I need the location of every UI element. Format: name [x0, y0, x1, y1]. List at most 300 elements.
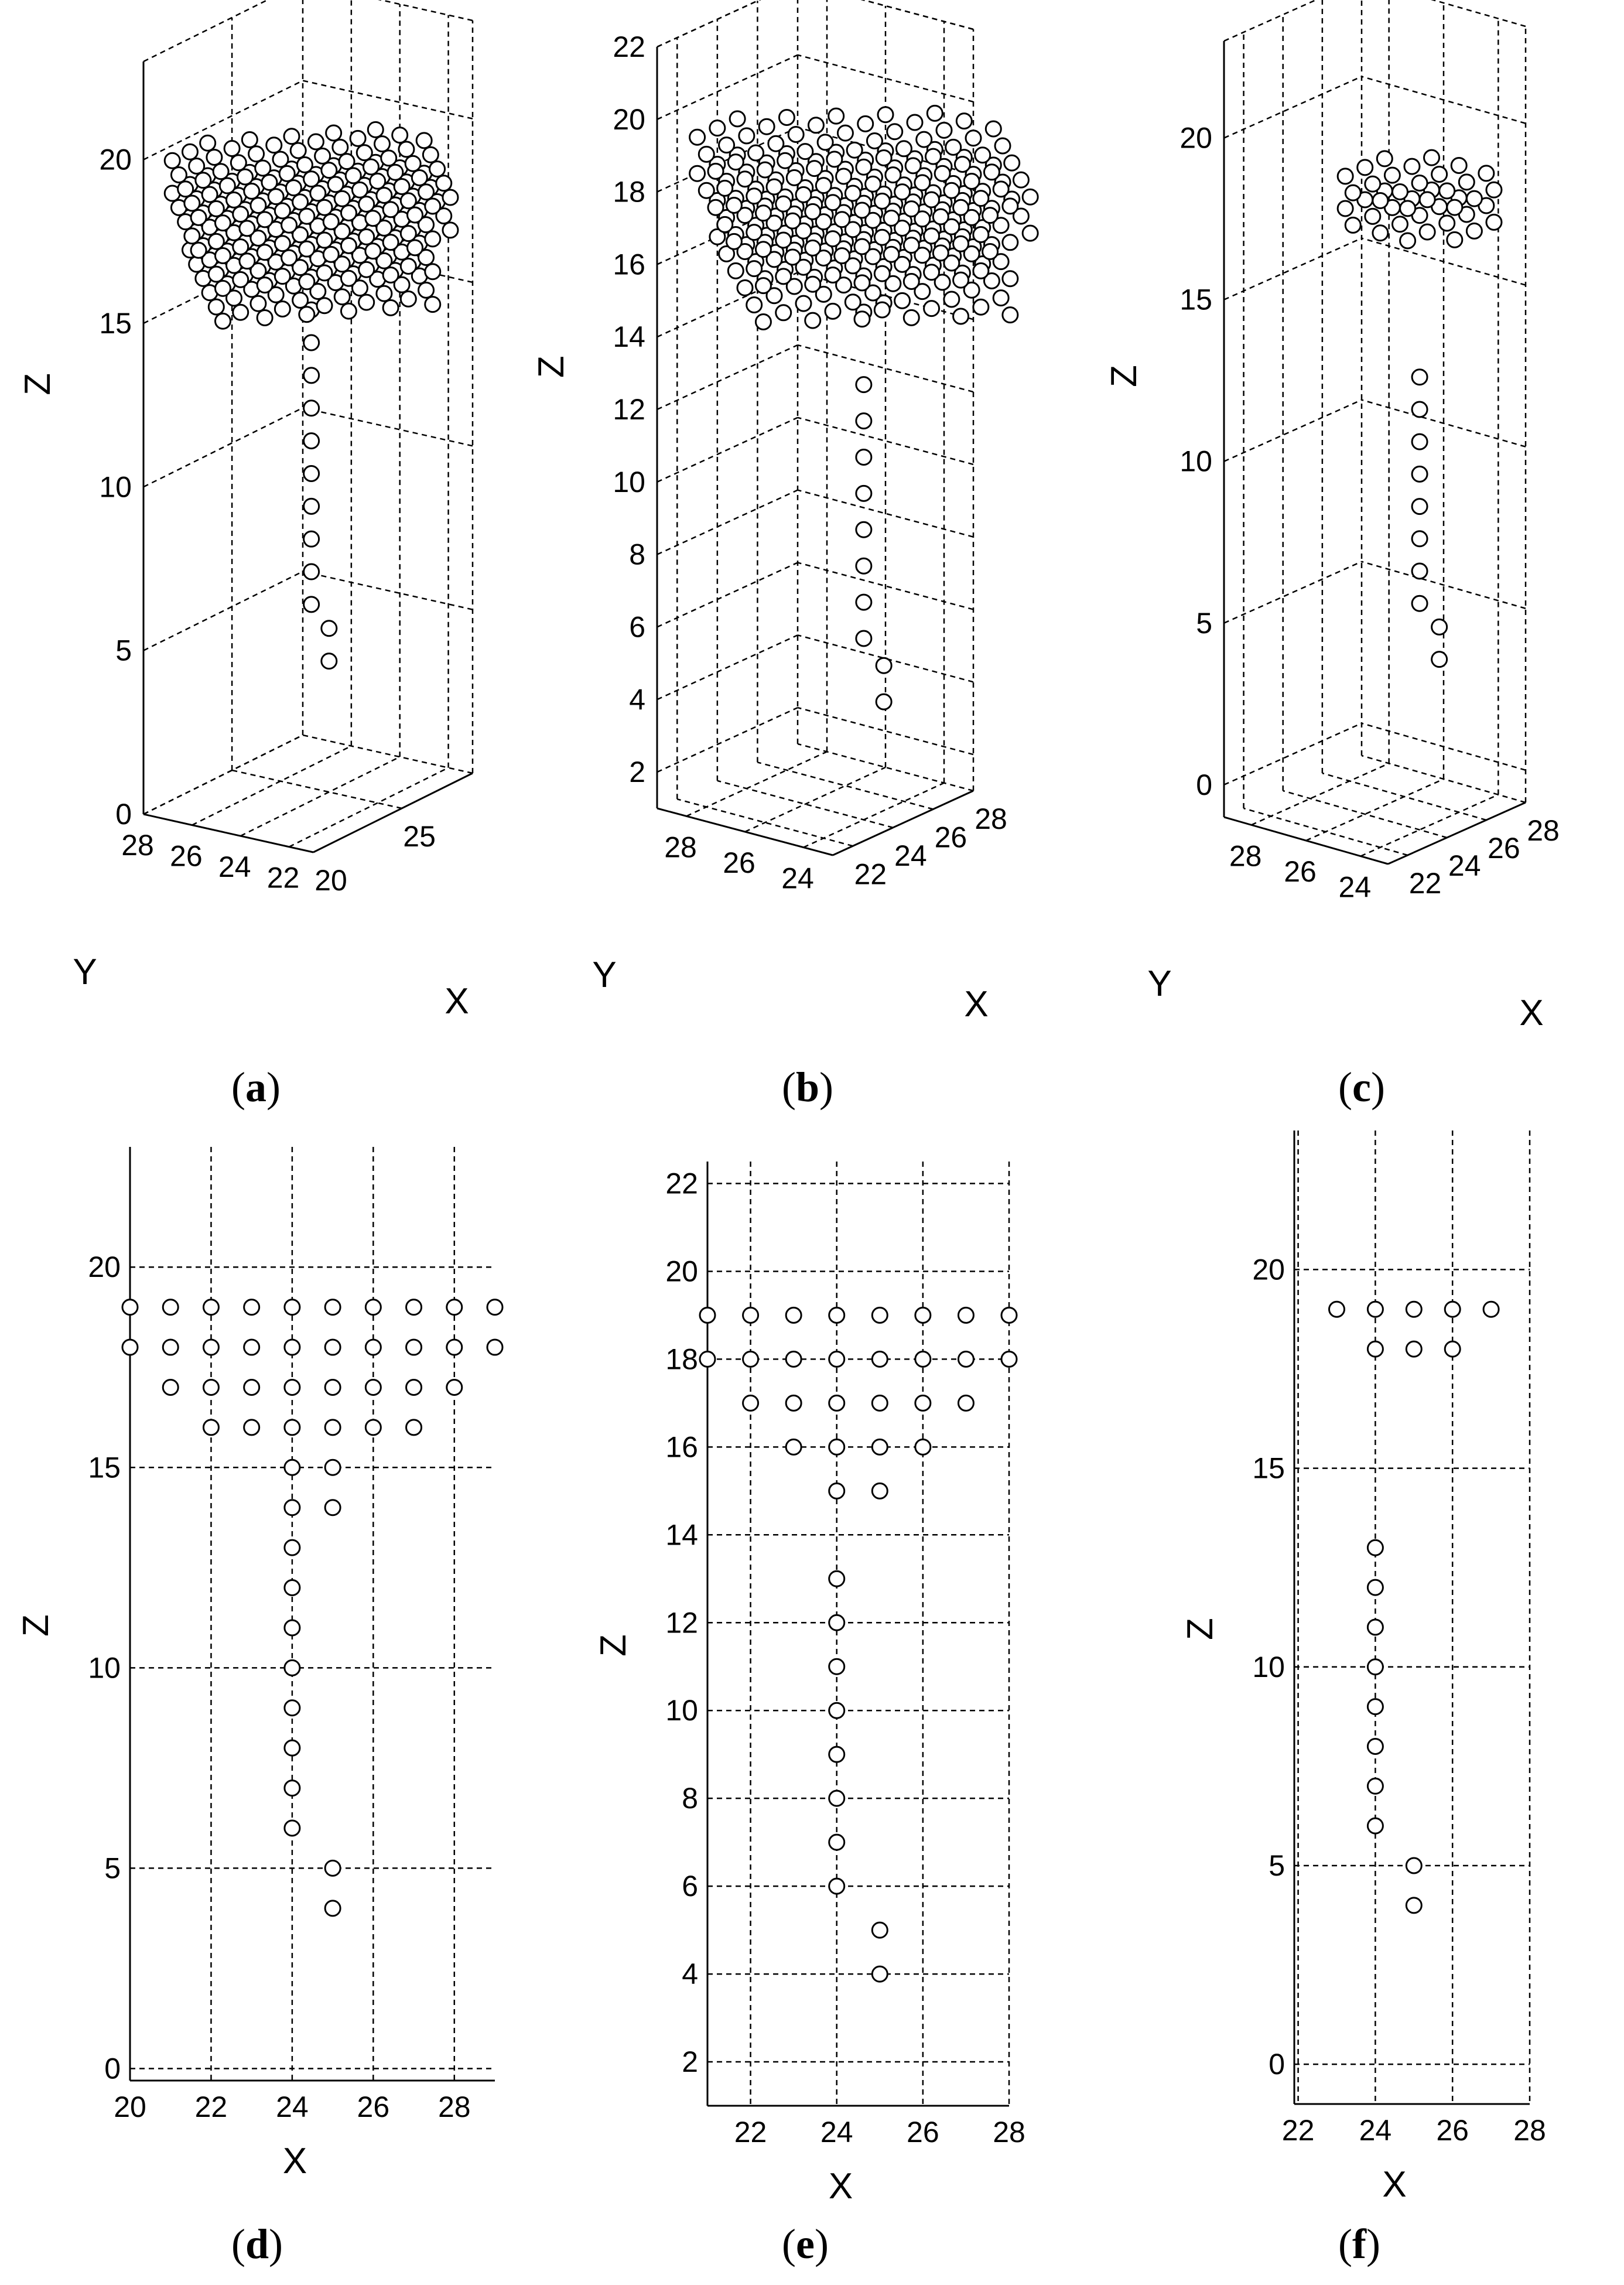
data-point: [1406, 1341, 1421, 1357]
z-tick-label: 20: [613, 103, 645, 136]
data-point: [425, 264, 440, 279]
data-point: [953, 200, 969, 215]
data-point: [244, 1300, 259, 1315]
data-point: [365, 1340, 381, 1355]
side-wall-gridline: [303, 81, 473, 119]
z-tick-label: 10: [1252, 1650, 1285, 1683]
data-point: [755, 315, 771, 330]
data-point: [776, 196, 791, 211]
x-tick-label: 28: [1527, 814, 1560, 847]
data-point: [240, 221, 255, 236]
data-point: [866, 176, 881, 192]
z-tick-label: 5: [1196, 606, 1212, 640]
data-point: [163, 1340, 178, 1355]
data-point: [285, 1300, 300, 1315]
back-wall-gridline: [1224, 77, 1362, 138]
caption-b: (b): [782, 1064, 834, 1111]
data-point: [368, 122, 383, 137]
data-point: [1001, 1307, 1017, 1323]
z-tick-label: 10: [99, 470, 132, 504]
data-point: [203, 1340, 218, 1355]
data-point: [310, 186, 326, 201]
data-point: [285, 1620, 300, 1635]
data-point: [425, 199, 440, 214]
data-point: [1459, 175, 1474, 190]
data-point: [285, 1460, 300, 1475]
panel-e-svg: [545, 1113, 1089, 2214]
data-point: [299, 209, 314, 224]
data-point: [856, 159, 871, 175]
data-point: [915, 1351, 931, 1367]
data-point: [726, 234, 741, 249]
data-point: [299, 241, 314, 257]
z-tick-label: 5: [1269, 1849, 1285, 1882]
data-point: [825, 231, 840, 247]
data-point: [924, 192, 939, 207]
data-point: [835, 248, 850, 264]
data-point: [710, 121, 725, 136]
data-point: [242, 132, 257, 147]
data-point: [383, 202, 398, 217]
data-point: [924, 301, 939, 316]
data-point: [419, 185, 434, 200]
data-point: [847, 142, 862, 158]
data-point: [807, 161, 822, 176]
data-point: [825, 195, 840, 210]
data-point: [856, 449, 871, 464]
data-point: [346, 168, 361, 183]
z-tick-label: 2: [682, 2045, 698, 2079]
z-tick-label: 4: [682, 1958, 698, 1991]
data-point: [244, 1379, 259, 1395]
data-point: [858, 116, 873, 131]
back-wall-gridline: [657, 272, 798, 337]
data-point: [1406, 1302, 1421, 1317]
data-point: [370, 173, 385, 189]
data-point: [299, 274, 314, 289]
x-tick-label: 26: [1488, 832, 1520, 865]
data-point: [1392, 217, 1407, 232]
data-point: [829, 1571, 845, 1586]
data-point: [334, 289, 350, 305]
data-point: [282, 217, 297, 233]
data-point: [443, 190, 458, 205]
data-point: [973, 227, 989, 242]
data-point: [854, 203, 870, 218]
data-point: [768, 136, 784, 151]
data-point: [983, 208, 998, 223]
z-tick-label: 22: [613, 30, 645, 63]
data-point: [755, 278, 771, 293]
data-point: [425, 231, 440, 247]
data-point: [430, 161, 445, 176]
data-point: [829, 1703, 845, 1718]
data-point: [1367, 1699, 1383, 1714]
data-point: [1367, 1659, 1383, 1675]
data-point: [856, 522, 871, 537]
data-point: [406, 1300, 422, 1315]
panel-e: [545, 1113, 1089, 2214]
data-point: [163, 1379, 178, 1395]
y-tick-label: 22: [266, 861, 300, 894]
data-point: [365, 1300, 381, 1315]
data-point: [304, 498, 319, 514]
data-point: [315, 148, 330, 163]
data-point: [357, 145, 372, 160]
x-tick-label: 26: [1436, 2114, 1469, 2147]
data-point: [958, 1307, 973, 1323]
back-wall-gridline: [657, 345, 798, 409]
data-point: [304, 335, 319, 350]
data-point: [275, 302, 290, 317]
z-tick-label: 4: [629, 683, 645, 716]
back-wall-gridline: [657, 55, 798, 119]
data-point: [304, 466, 319, 481]
z-tick-label: 5: [104, 1852, 121, 1885]
data-point: [208, 299, 224, 315]
data-point: [1432, 652, 1447, 667]
x-axis-label: X: [1382, 2164, 1407, 2205]
x-tick-label: 24: [894, 839, 927, 872]
data-point: [328, 177, 343, 192]
y-tick-label: 28: [1229, 839, 1262, 873]
data-point: [728, 155, 743, 170]
x-tick-label: 24: [1448, 849, 1481, 882]
data-point: [233, 239, 248, 254]
data-point: [1003, 271, 1018, 286]
data-point: [293, 194, 308, 210]
data-point: [874, 302, 890, 317]
z-tick-label: 0: [1269, 2048, 1285, 2081]
data-point: [257, 212, 272, 227]
data-point: [1367, 1818, 1383, 1833]
data-point: [1004, 155, 1020, 170]
data-point: [299, 307, 314, 322]
data-point: [767, 179, 782, 194]
data-point: [339, 154, 354, 169]
data-point: [896, 141, 911, 156]
data-point: [333, 139, 348, 155]
data-point: [953, 236, 969, 251]
back-wall-gridline: [1224, 238, 1362, 300]
data-point: [785, 213, 800, 228]
data-point: [203, 1300, 218, 1315]
back-wall-gridline: [657, 562, 798, 627]
data-point: [323, 247, 339, 262]
x-tick-label: 28: [1513, 2114, 1546, 2147]
data-point: [748, 145, 764, 160]
data-point: [352, 182, 367, 197]
data-point: [983, 244, 998, 259]
data-point: [1345, 217, 1360, 233]
box-edge: [143, 0, 303, 62]
data-point: [388, 165, 403, 180]
data-point: [872, 1307, 887, 1323]
z-tick-label: 10: [1179, 445, 1212, 478]
data-point: [805, 240, 820, 255]
box-edge: [1362, 0, 1526, 26]
z-tick-label: 14: [613, 320, 645, 354]
data-point: [266, 138, 282, 153]
box-edge: [303, 0, 473, 21]
data-point: [964, 174, 979, 189]
data-point: [325, 1901, 340, 1916]
data-point: [323, 214, 339, 229]
data-point: [1377, 151, 1392, 166]
data-point: [325, 1460, 340, 1475]
y-tick-label: 28: [664, 831, 697, 864]
x-axis: [313, 773, 473, 852]
data-point: [856, 377, 871, 392]
data-point: [1329, 1302, 1344, 1317]
data-point: [244, 1420, 259, 1435]
panel-b: [531, 0, 1089, 1054]
data-point: [1023, 189, 1038, 204]
data-point: [447, 1340, 462, 1355]
data-point: [285, 1379, 300, 1395]
data-point: [917, 132, 932, 147]
data-point: [325, 1340, 340, 1355]
x-tick-label: 28: [437, 2091, 471, 2123]
data-point: [743, 1351, 758, 1367]
y-tick-label: 26: [170, 839, 203, 873]
data-point: [876, 151, 891, 166]
data-point: [845, 295, 860, 310]
data-point: [285, 1700, 300, 1716]
x-tick-label: 24: [820, 2116, 853, 2149]
data-point: [208, 267, 224, 282]
data-point: [1479, 166, 1494, 181]
data-point: [924, 265, 939, 280]
z-tick-label: 18: [665, 1343, 698, 1376]
data-point: [257, 245, 272, 260]
data-point: [244, 183, 259, 199]
data-point: [878, 107, 893, 122]
data-point: [408, 240, 423, 255]
data-point: [285, 1740, 300, 1755]
data-point: [944, 183, 959, 198]
y-axis-label: Y: [73, 952, 97, 992]
side-wall-gridline: [303, 735, 473, 773]
data-point: [1373, 226, 1388, 241]
data-point: [401, 259, 416, 274]
data-point: [953, 309, 969, 324]
z-tick-label: 20: [665, 1255, 698, 1288]
data-point: [726, 197, 741, 213]
z-tick-label: 10: [88, 1651, 121, 1685]
data-point: [755, 206, 771, 221]
x-tick-label: 24: [1359, 2114, 1392, 2147]
floor-gridline: [241, 757, 400, 836]
data-point: [341, 238, 356, 253]
data-point: [275, 236, 290, 251]
data-point: [363, 159, 378, 175]
data-point: [984, 165, 999, 180]
data-point: [487, 1300, 502, 1315]
data-point: [401, 193, 416, 209]
y-tick-label: 28: [121, 829, 154, 862]
data-point: [1412, 434, 1427, 449]
data-point: [829, 1307, 845, 1323]
data-point: [854, 239, 870, 254]
data-point: [249, 146, 264, 162]
x-tick-label: 26: [934, 821, 967, 854]
data-point: [872, 1922, 887, 1938]
data-point: [406, 1379, 422, 1395]
data-point: [1451, 158, 1466, 173]
x-tick-label: 22: [734, 2116, 767, 2149]
data-point: [1023, 226, 1038, 241]
data-point: [365, 1420, 381, 1435]
data-point: [202, 187, 217, 202]
data-point: [895, 293, 910, 308]
data-point: [1367, 1302, 1383, 1317]
panel-c-svg: [1095, 0, 1624, 1054]
data-point: [944, 292, 959, 307]
data-point: [827, 152, 842, 167]
z-tick-label: 20: [1252, 1253, 1285, 1286]
data-point: [171, 167, 186, 182]
data-point: [251, 198, 266, 213]
panel-d: [0, 1113, 539, 2214]
data-point: [238, 169, 253, 185]
data-point: [381, 151, 396, 166]
data-point: [383, 268, 398, 283]
data-point: [1412, 466, 1427, 481]
data-point: [394, 179, 409, 194]
back-wall-gridline: [657, 708, 798, 772]
z-tick-label: 22: [665, 1167, 698, 1200]
data-point: [268, 189, 283, 204]
data-point: [401, 291, 416, 306]
floor-gridline: [232, 770, 402, 808]
data-point: [392, 128, 408, 143]
data-point: [885, 168, 901, 183]
data-point: [953, 272, 969, 288]
z-axis-label: Z: [1180, 1618, 1220, 1640]
data-point: [122, 1340, 138, 1355]
data-point: [282, 250, 297, 265]
z-tick-label: 10: [613, 465, 645, 498]
back-wall-gridline: [657, 490, 798, 555]
data-point: [365, 1379, 381, 1395]
data-point: [993, 182, 1008, 197]
data-point: [690, 129, 705, 145]
data-point: [829, 1351, 845, 1367]
data-point: [759, 119, 774, 134]
data-point: [717, 180, 733, 196]
data-point: [304, 564, 319, 579]
data-point: [915, 1439, 931, 1454]
data-point: [856, 595, 871, 610]
data-point: [285, 1580, 300, 1596]
data-point: [419, 282, 434, 298]
z-tick-label: 0: [104, 2052, 121, 2085]
data-point: [872, 1395, 887, 1410]
data-point: [785, 250, 800, 265]
data-point: [829, 1615, 845, 1630]
side-wall-gridline: [303, 572, 473, 610]
data-point: [297, 157, 312, 172]
x-tick-label: 22: [1408, 867, 1442, 900]
x-tick-label: 20: [114, 2091, 146, 2123]
data-point: [304, 597, 319, 612]
z-tick-label: 20: [1179, 121, 1212, 155]
data-point: [408, 207, 423, 223]
data-point: [233, 305, 248, 320]
data-point: [350, 131, 365, 146]
y-axis-label: Y: [592, 955, 617, 995]
data-point: [933, 245, 948, 261]
z-tick-label: 8: [682, 1782, 698, 1815]
data-point: [406, 1340, 422, 1355]
data-point: [1466, 223, 1482, 238]
data-point: [915, 1307, 931, 1323]
data-point: [184, 196, 200, 211]
data-point: [925, 149, 941, 164]
x-axis-label: X: [964, 984, 989, 1024]
data-point: [341, 205, 356, 220]
data-point: [835, 212, 850, 227]
panel-c: [1095, 0, 1624, 1054]
back-wall-gridline: [657, 418, 798, 482]
data-point: [1424, 150, 1440, 165]
data-point: [905, 158, 921, 173]
back-wall-gridline: [657, 0, 798, 47]
data-point: [995, 138, 1010, 153]
data-point: [829, 108, 844, 124]
data-point: [293, 293, 308, 308]
data-point: [973, 263, 989, 278]
data-point: [191, 242, 206, 258]
data-point: [778, 153, 793, 168]
data-point: [808, 118, 823, 133]
x-tick-label: 22: [854, 858, 887, 891]
data-point: [425, 297, 440, 312]
data-point: [1367, 1738, 1383, 1754]
data-point: [1373, 193, 1388, 209]
data-point: [776, 269, 791, 284]
data-point: [224, 141, 240, 156]
data-point: [325, 1379, 340, 1395]
data-point: [255, 160, 271, 176]
data-point: [993, 291, 1008, 306]
data-point: [874, 230, 890, 245]
panel-f: [1095, 1113, 1624, 2214]
data-point: [787, 170, 802, 185]
back-wall-gridline: [1224, 400, 1362, 462]
data-point: [203, 1420, 218, 1435]
box-edge: [1224, 0, 1362, 41]
y-tick-label: 26: [723, 846, 755, 879]
data-point: [717, 217, 733, 232]
data-point: [215, 248, 230, 263]
data-point: [805, 313, 820, 328]
y-axis-label: Y: [1147, 964, 1172, 1004]
data-point: [215, 281, 230, 296]
data-point: [359, 295, 374, 310]
data-point: [747, 225, 762, 240]
data-point: [405, 156, 420, 171]
panel-d-svg: [0, 1113, 539, 2214]
data-point: [359, 229, 374, 244]
data-point: [1358, 160, 1373, 175]
z-tick-label: 14: [665, 1518, 698, 1552]
data-point: [1445, 1341, 1460, 1357]
data-point: [1412, 402, 1427, 417]
data-point: [730, 111, 745, 127]
data-point: [776, 305, 791, 320]
